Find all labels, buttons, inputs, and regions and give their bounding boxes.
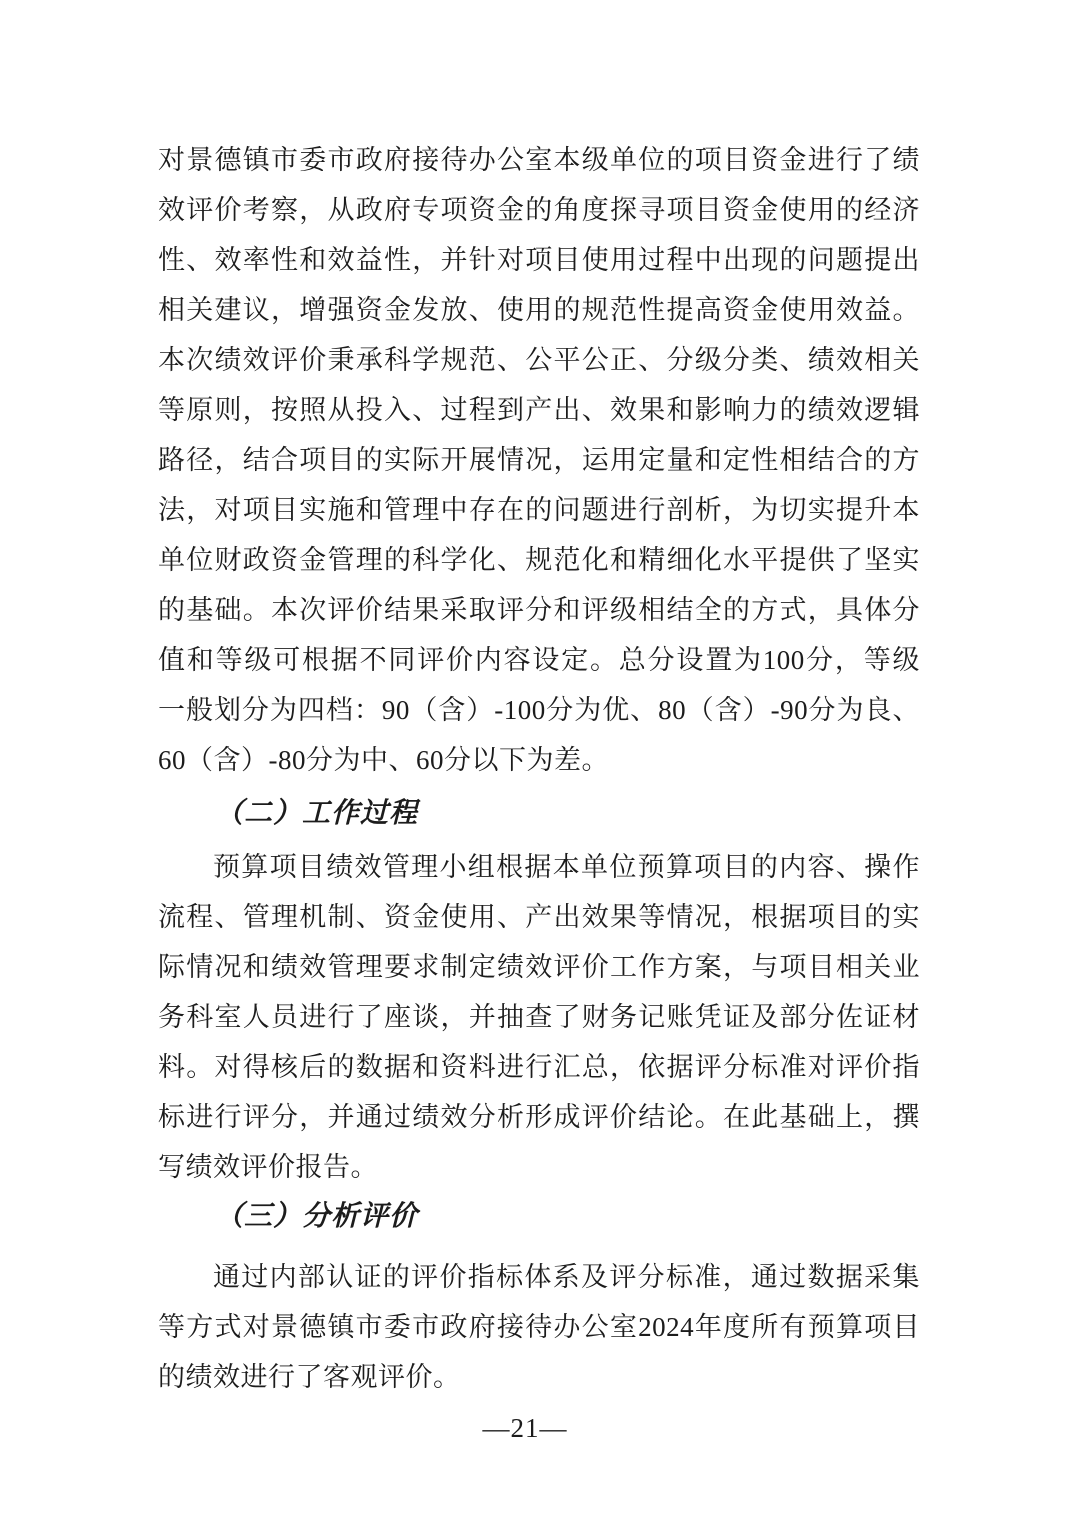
paragraph-line: 单位财政资金管理的科学化、规范化和精细化水平提供了坚实 xyxy=(158,545,920,575)
page-number: —21— xyxy=(482,1413,568,1443)
paragraph-line: 等原则，按照从投入、过程到产出、效果和影响力的绩效逻辑 xyxy=(158,395,920,425)
paragraph-line: 路径，结合项目的实际开展情况，运用定量和定性相结合的方 xyxy=(158,445,920,475)
paragraph-line: 际情况和绩效管理要求制定绩效评价工作方案，与项目相关业 xyxy=(158,952,920,982)
paragraph-line: 效评价考察，从政府专项资金的角度探寻项目资金使用的经济 xyxy=(158,195,920,225)
paragraph-line: 值和等级可根据不同评价内容设定。总分设置为100分，等级 xyxy=(158,645,920,675)
paragraph-line: 流程、管理机制、资金使用、产出效果等情况，根据项目的实 xyxy=(158,902,920,932)
paragraph-continuation xyxy=(158,135,920,785)
paragraph-line: 本次绩效评价秉承科学规范、公平公正、分级分类、绩效相关 xyxy=(158,345,920,375)
paragraph-line: 等方式对景德镇市委市政府接待办公室2024年度所有预算项目 xyxy=(158,1312,920,1342)
paragraph-line: 写绩效评价报告。 xyxy=(158,1152,378,1182)
paragraph-line: 性、效率性和效益性，并针对项目使用过程中出现的问题提出 xyxy=(158,245,920,275)
paragraph-line: 一般划分为四档：90（含）-100分为优、80（含）-90分为良、 xyxy=(158,695,920,725)
paragraph-analysis xyxy=(158,1252,920,1402)
text-column xyxy=(158,135,920,1446)
section-heading-work-process: （二）工作过程 xyxy=(215,798,419,829)
paragraph-line: 的基础。本次评价结果采取评分和评级相结全的方式，具体分 xyxy=(158,595,920,625)
paragraph-line: 料。对得核后的数据和资料进行汇总，依据评分标准对评价指 xyxy=(158,1052,920,1082)
paragraph-work-process xyxy=(158,842,920,1192)
paragraph-line: 的绩效进行了客观评价。 xyxy=(158,1362,461,1392)
paragraph-line: 通过内部认证的评价指标体系及评分标准，通过数据采集 xyxy=(213,1262,920,1292)
paragraph-line: 务科室人员进行了座谈，并抽查了财务记账凭证及部分佐证材 xyxy=(158,1002,920,1032)
paragraph-line: 对景德镇市委市政府接待办公室本级单位的项目资金进行了绩 xyxy=(158,145,920,175)
paragraph-line: 相关建议，增强资金发放、使用的规范性提高资金使用效益。 xyxy=(158,295,920,325)
section-heading-analysis: （三）分析评价 xyxy=(215,1201,419,1232)
paragraph-line: 法，对项目实施和管理中存在的问题进行剖析，为切实提升本 xyxy=(158,495,920,525)
paragraph-line: 60（含）-80分为中、60分以下为差。 xyxy=(158,745,609,775)
paragraph-line: 标进行评分，并通过绩效分析形成评价结论。在此基础上，撰 xyxy=(158,1102,920,1132)
paragraph-line: 预算项目绩效管理小组根据本单位预算项目的内容、操作 xyxy=(213,852,920,882)
